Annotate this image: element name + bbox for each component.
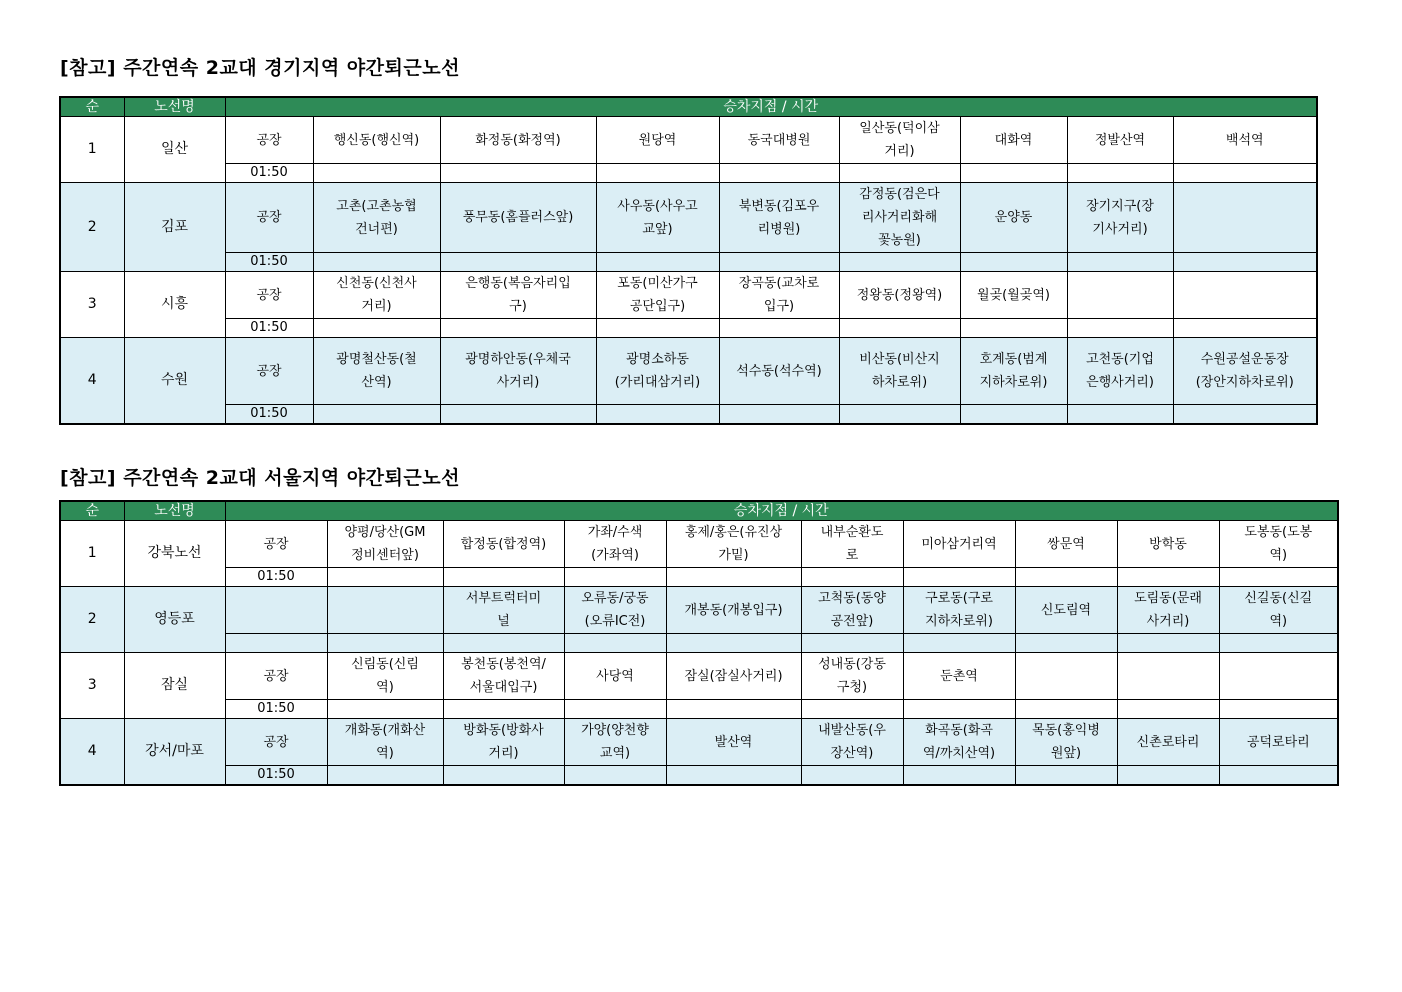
stop-cell: 오류동/궁동 (오류IC전)	[564, 587, 666, 634]
time-cell	[327, 700, 443, 719]
time-cell	[313, 164, 440, 183]
time-cell	[903, 634, 1015, 653]
time-cell	[1117, 766, 1219, 786]
stop-cell: 구로동(구로 지하차로위)	[903, 587, 1015, 634]
departure-time: 01:50	[225, 253, 313, 272]
stop-cell: 개화동(개화산 역)	[327, 719, 443, 766]
time-cell	[1173, 319, 1317, 338]
stop-cell: 장기지구(장 기사거리)	[1067, 183, 1173, 253]
time-cell	[666, 766, 801, 786]
route-number: 1	[60, 521, 124, 587]
time-cell	[596, 164, 719, 183]
header-route-name: 노선명	[124, 501, 225, 521]
time-cell	[596, 253, 719, 272]
time-cell	[440, 319, 596, 338]
stop-cell: 공장	[225, 272, 313, 319]
stop-cell: 대화역	[960, 117, 1067, 164]
stop-cell: 비산동(비산지 하차로위)	[839, 338, 960, 405]
stop-cell: 성내동(강동 구청)	[801, 653, 903, 700]
header-route-name: 노선명	[124, 97, 225, 117]
time-cell	[839, 319, 960, 338]
time-cell	[1219, 766, 1338, 786]
stop-cell: 광명하안동(우체국 사거리)	[440, 338, 596, 405]
route-number: 3	[60, 272, 124, 338]
time-cell	[327, 568, 443, 587]
time-cell	[440, 253, 596, 272]
time-cell	[1117, 634, 1219, 653]
stop-cell: 고촌(고촌농협 건너편)	[313, 183, 440, 253]
time-row	[60, 766, 1338, 786]
stop-cell: 가좌/수색 (가좌역)	[564, 521, 666, 568]
time-cell	[443, 766, 564, 786]
stop-cell: 신림동(신림 역)	[327, 653, 443, 700]
stop-cell: 은행동(복음자리입 구)	[440, 272, 596, 319]
stop-cell: 행신동(행신역)	[313, 117, 440, 164]
time-cell	[313, 319, 440, 338]
time-cell	[1219, 634, 1338, 653]
route-name: 시흥	[124, 272, 225, 338]
time-cell	[1015, 700, 1117, 719]
time-cell	[440, 405, 596, 425]
stop-cell: 공장	[225, 521, 327, 568]
time-cell	[1219, 568, 1338, 587]
stop-cell: 석수동(석수역)	[719, 338, 839, 405]
stop-cell: 신길동(신길 역)	[1219, 587, 1338, 634]
time-cell	[839, 405, 960, 425]
route-number: 1	[60, 117, 124, 183]
time-cell	[327, 634, 443, 653]
stop-cell: 공장	[225, 338, 313, 405]
stop-cell	[1067, 272, 1173, 319]
departure-time: 01:50	[225, 405, 313, 425]
time-cell	[801, 700, 903, 719]
route-name: 영등포	[124, 587, 225, 653]
time-cell	[440, 164, 596, 183]
stop-cell: 정왕동(정왕역)	[839, 272, 960, 319]
time-row	[60, 253, 1317, 272]
time-row	[60, 568, 1338, 587]
stop-cell: 공덕로타리	[1219, 719, 1338, 766]
stop-cell: 내부순환도 로	[801, 521, 903, 568]
stop-cell: 백석역	[1173, 117, 1317, 164]
time-cell	[666, 568, 801, 587]
time-cell	[1067, 164, 1173, 183]
time-cell	[1117, 700, 1219, 719]
stop-cell	[225, 587, 327, 634]
departure-time: 01:50	[225, 319, 313, 338]
stop-cell: 가양(양천향 교역)	[564, 719, 666, 766]
stop-cell: 공장	[225, 117, 313, 164]
stop-cell: 광명소하동 (가리대삼거리)	[596, 338, 719, 405]
time-cell	[443, 700, 564, 719]
time-cell	[719, 164, 839, 183]
time-cell	[960, 319, 1067, 338]
departure-time	[225, 634, 327, 653]
stop-cell: 발산역	[666, 719, 801, 766]
time-cell	[313, 405, 440, 425]
stop-cell	[1173, 183, 1317, 253]
time-cell	[1173, 253, 1317, 272]
stop-cell: 쌍문역	[1015, 521, 1117, 568]
time-cell	[719, 405, 839, 425]
time-cell	[1015, 568, 1117, 587]
time-cell	[564, 634, 666, 653]
time-row	[60, 634, 1338, 653]
time-cell	[1015, 634, 1117, 653]
departure-time: 01:50	[225, 164, 313, 183]
header-no: 순	[60, 501, 124, 521]
time-cell	[1173, 405, 1317, 425]
gyeonggi-section-title: [참고] 주간연속 2교대 경기지역 야간퇴근노선	[60, 57, 460, 79]
stop-cell: 미아삼거리역	[903, 521, 1015, 568]
time-row	[60, 164, 1317, 183]
stop-cell: 운양동	[960, 183, 1067, 253]
route-name: 강북노선	[124, 521, 225, 587]
time-cell	[839, 253, 960, 272]
stop-cell: 화곡동(화곡 역/까치산역)	[903, 719, 1015, 766]
stop-cell: 월곶(월곶역)	[960, 272, 1067, 319]
stop-cell: 홍제/홍은(유진상 가밑)	[666, 521, 801, 568]
stop-cell: 풍무동(홈플러스앞)	[440, 183, 596, 253]
stop-cell: 둔촌역	[903, 653, 1015, 700]
stop-cell: 정발산역	[1067, 117, 1173, 164]
stop-cell	[327, 587, 443, 634]
time-row	[60, 319, 1317, 338]
stop-cell: 양평/당산(GM 정비센터앞)	[327, 521, 443, 568]
table-row	[60, 521, 1338, 568]
route-name: 김포	[124, 183, 225, 272]
table-row	[60, 183, 1317, 253]
stop-cell: 공장	[225, 719, 327, 766]
time-row	[60, 405, 1317, 425]
departure-time: 01:50	[225, 766, 327, 786]
route-number: 4	[60, 338, 124, 425]
stop-cell: 북변동(김포우 리병원)	[719, 183, 839, 253]
time-cell	[564, 568, 666, 587]
time-cell	[666, 634, 801, 653]
table-row	[60, 587, 1338, 634]
seoul-section-title: [참고] 주간연속 2교대 서울지역 야간퇴근노선	[60, 467, 460, 489]
stop-cell	[1173, 272, 1317, 319]
route-number: 2	[60, 183, 124, 272]
time-cell	[903, 700, 1015, 719]
stop-cell: 내발산동(우 장산역)	[801, 719, 903, 766]
stop-cell: 방학동	[1117, 521, 1219, 568]
stop-cell: 화정동(화정역)	[440, 117, 596, 164]
stop-cell: 호계동(범계 지하차로위)	[960, 338, 1067, 405]
stop-cell: 일산동(덕이삼 거리)	[839, 117, 960, 164]
route-name: 잠실	[124, 653, 225, 719]
time-cell	[1173, 164, 1317, 183]
stop-cell: 신도림역	[1015, 587, 1117, 634]
departure-time: 01:50	[225, 700, 327, 719]
stop-cell: 고천동(기업 은행사거리)	[1067, 338, 1173, 405]
stop-cell: 공장	[225, 183, 313, 253]
route-name: 일산	[124, 117, 225, 183]
stop-cell: 장곡동(교차로 입구)	[719, 272, 839, 319]
stop-cell: 고척동(동양 공전앞)	[801, 587, 903, 634]
time-cell	[1067, 253, 1173, 272]
time-cell	[1015, 766, 1117, 786]
stop-cell: 사우동(사우고 교앞)	[596, 183, 719, 253]
stop-cell: 개봉동(개봉입구)	[666, 587, 801, 634]
time-cell	[596, 319, 719, 338]
time-cell	[1067, 319, 1173, 338]
time-cell	[960, 164, 1067, 183]
time-row	[60, 700, 1338, 719]
stop-cell	[1219, 653, 1338, 700]
gyeonggi-route-table	[59, 96, 1318, 425]
time-cell	[564, 700, 666, 719]
table-row	[60, 653, 1338, 700]
stop-cell: 공장	[225, 653, 327, 700]
time-cell	[666, 700, 801, 719]
departure-time: 01:50	[225, 568, 327, 587]
stop-cell: 봉천동(봉천역/ 서울대입구)	[443, 653, 564, 700]
time-cell	[801, 766, 903, 786]
stop-cell: 포동(미산가구 공단입구)	[596, 272, 719, 319]
stop-cell: 서부트럭터미 널	[443, 587, 564, 634]
time-cell	[719, 253, 839, 272]
table-header-row	[60, 97, 1317, 117]
time-cell	[327, 766, 443, 786]
stop-cell: 감정동(검은다 리사거리화해 꽃농원)	[839, 183, 960, 253]
stop-cell: 신촌로타리	[1117, 719, 1219, 766]
stop-cell: 잠실(잠실사거리)	[666, 653, 801, 700]
time-cell	[1117, 568, 1219, 587]
stop-cell: 도림동(문래 사거리)	[1117, 587, 1219, 634]
stop-cell	[1117, 653, 1219, 700]
table-row	[60, 338, 1317, 405]
time-cell	[801, 634, 903, 653]
table-row	[60, 117, 1317, 164]
stop-cell: 도봉동(도봉 역)	[1219, 521, 1338, 568]
table-row	[60, 272, 1317, 319]
seoul-route-table	[59, 500, 1339, 786]
route-name: 강서/마포	[124, 719, 225, 786]
stop-cell	[1015, 653, 1117, 700]
time-cell	[1067, 405, 1173, 425]
stop-cell: 수원공설운동장 (장안지하차로위)	[1173, 338, 1317, 405]
time-cell	[960, 253, 1067, 272]
time-cell	[1219, 700, 1338, 719]
time-cell	[719, 319, 839, 338]
stop-cell: 합정동(합정역)	[443, 521, 564, 568]
time-cell	[564, 766, 666, 786]
route-number: 3	[60, 653, 124, 719]
time-cell	[960, 405, 1067, 425]
route-name: 수원	[124, 338, 225, 425]
stop-cell: 사당역	[564, 653, 666, 700]
time-cell	[801, 568, 903, 587]
stop-cell: 광명철산동(철 산역)	[313, 338, 440, 405]
time-cell	[443, 568, 564, 587]
table-row	[60, 719, 1338, 766]
time-cell	[839, 164, 960, 183]
time-cell	[903, 568, 1015, 587]
stop-cell: 동국대병원	[719, 117, 839, 164]
stop-cell: 방화동(방화사 거리)	[443, 719, 564, 766]
header-stops-time: 승차지점 / 시간	[225, 501, 1338, 521]
header-no: 순	[60, 97, 124, 117]
stop-cell: 목동(홍익병 원앞)	[1015, 719, 1117, 766]
time-cell	[903, 766, 1015, 786]
route-number: 2	[60, 587, 124, 653]
table-header-row	[60, 501, 1338, 521]
stop-cell: 신천동(신천사 거리)	[313, 272, 440, 319]
route-number: 4	[60, 719, 124, 786]
stop-cell: 원당역	[596, 117, 719, 164]
header-stops-time: 승차지점 / 시간	[225, 97, 1317, 117]
time-cell	[313, 253, 440, 272]
time-cell	[443, 634, 564, 653]
time-cell	[596, 405, 719, 425]
